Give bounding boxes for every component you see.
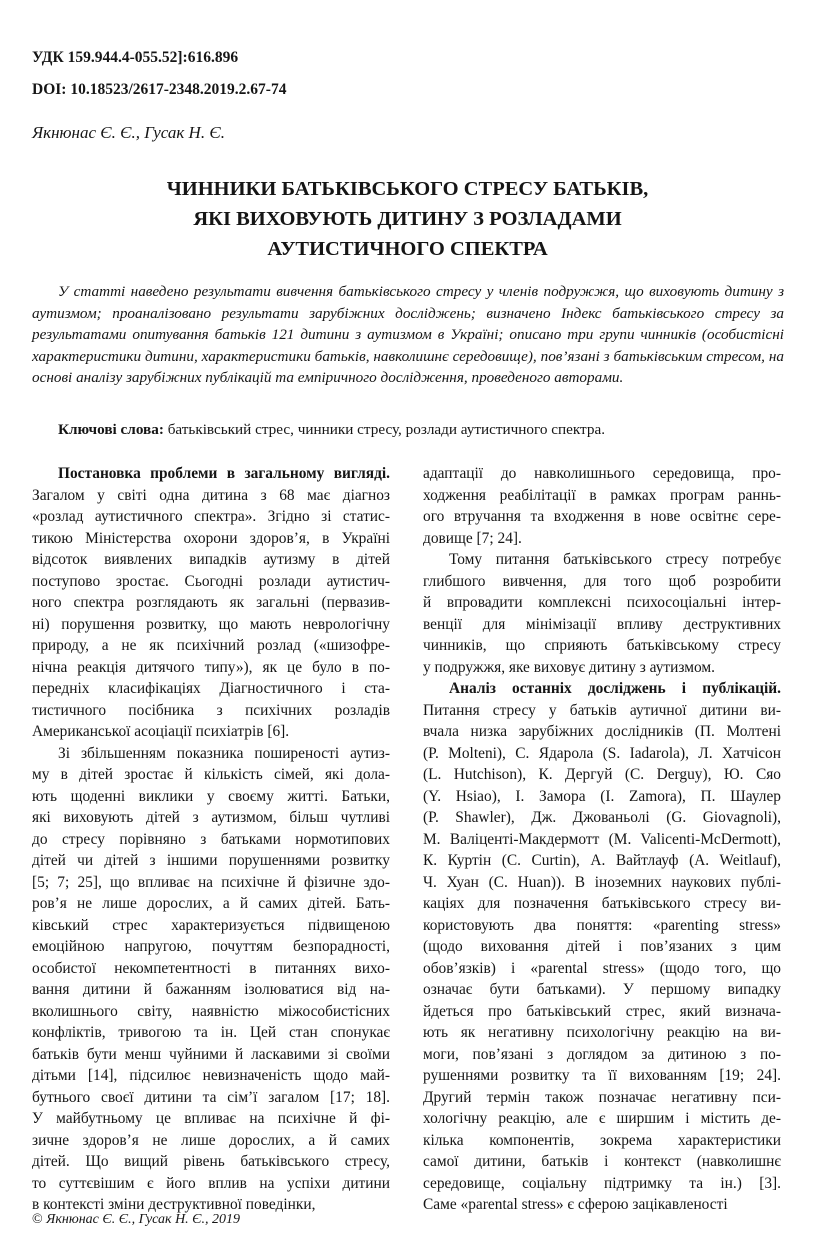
text-line: у подружжя, яке виховує дитину з аутизмом. [423, 658, 715, 676]
text-line: М. Валіценті-Макдермотт (M. Valicenti-McDermott), [423, 830, 781, 848]
text-line: природу, а не як психічний розлад («шизофре- [32, 637, 390, 654]
text-line: Зі збільшенням показника поширеності аутиз- [58, 744, 390, 762]
text-line: емоційною напругою, почуттям безпорадності, [32, 938, 390, 955]
text-line: вколишнього світу, наявністю міжособистісних [32, 1002, 390, 1020]
text-line: моги, пов’язані з доглядом за дитиною з по- [423, 1045, 781, 1063]
text-line: адаптації до навколишнього середовища, про- [423, 465, 781, 482]
text-line: обов’язків) і «parental stress» (щодо того, що [423, 959, 781, 977]
text-line: ківський стрес характеризується підвищеною [32, 916, 390, 934]
authors: Якнюнас Є. Є., Гусак Н. Є. [32, 123, 225, 142]
text-line: вчала низка зарубіжних дослідників (П. Молтені [423, 723, 781, 740]
text-line: Ч. Хуан (C. Huan)). В іноземних наукових публі- [423, 873, 781, 891]
title-line: ЧИННИКИ БАТЬКІВСЬКОГО СТРЕСУ БАТЬКІВ, [166, 178, 649, 200]
text-line: «розлад аутистичного спектра». Згідно зі статис- [32, 508, 390, 525]
footer-authors: Якнюнас Є. Є., Гусак Н. Є., 2019 [46, 1212, 241, 1227]
text-line: рушеннями розвитку та її вихованням [19; 24]. [423, 1067, 781, 1084]
text-line: середовище, соціальну підтримку та ін.) [3]. [423, 1174, 781, 1192]
text-line: дітьми [14], підсилює невизначеність щодо май- [32, 1067, 390, 1084]
text-line: конфліктів, тривогою та ін. Цей стан спонукає [32, 1024, 390, 1041]
text-line: Другий термін також позначає негативну пси- [423, 1088, 781, 1106]
section-heading-text: Аналіз останніх досліджень і публікацій. [449, 680, 781, 697]
article-title [40, 174, 775, 264]
text-line: ого втручання та входження в нове освітнє сере- [423, 508, 781, 525]
paragraph [32, 743, 390, 1216]
text-line: самої дитини, батьків і контекст (навколишнє [423, 1153, 781, 1170]
text-line: [5; 7; 25], що впливає на психічне й фізичне здо- [32, 873, 390, 891]
text-line: глибшого вивчення, для того щоб розробити [423, 572, 781, 590]
text-line: поступово зростає. Сьогодні розлади аутистич- [32, 572, 390, 590]
text-line: му в дітей зростає й кількість сімей, які дола- [32, 766, 390, 783]
keywords [58, 419, 605, 441]
text-line: то суттєвішим є його вплив на успіхи дитини [32, 1174, 390, 1192]
paragraph [423, 678, 781, 1216]
text-line: передніх класифікаціях Діагностичного і ста- [32, 680, 390, 697]
text-line: в контексті зміни деструктивної поведінки, [32, 1196, 316, 1213]
section-heading [423, 678, 781, 700]
text-line: які виховують дітей з аутизмом, більш чутливі [32, 809, 390, 826]
text-line: К. Куртін (C. Curtin), А. Вайтлауф (A. Weitlauf), [423, 852, 781, 869]
paragraph [423, 549, 781, 678]
text-line: ють як негативну психологічну реакцію на ви- [423, 1024, 781, 1041]
text-line: дітей чи дітей з іншими порушеннями розвитку [32, 852, 390, 869]
text-line: зичне здоров’я не лише дорослих, а й самих [32, 1131, 390, 1149]
text-line: (P. Shawler), Дж. Джованьолі (G. Giovagnoli), [423, 809, 781, 826]
text-line: довище [7; 24]. [423, 529, 522, 547]
text-line: кілька компонентів, зокрема характеристики [423, 1131, 781, 1149]
doi: DOI: 10.18523/2617-2348.2019.2.67-74 [32, 81, 287, 98]
text-line: ходження реабілітації в рамках програм раннь- [423, 486, 781, 504]
keywords-text: батьківський стрес, чинники стресу, розлади аутистичного спектра. [167, 421, 605, 438]
title-line: ЯКІ ВИХОВУЮТЬ ДИТИНУ З РОЗЛАДАМИ [193, 208, 622, 230]
text-line: ють щоденні виклики у своєму житті. Батьки, [32, 787, 390, 805]
text-line: ні) порушення розвитку, що мають неврологічну [32, 615, 390, 633]
text-line: Тому питання батьківського стресу потребує [449, 551, 781, 568]
keywords-label: Ключові слова: [58, 421, 164, 438]
abstract-text: У статті наведено результати вивчення батьківського стресу у членів подружжя, що виховують дитину з аутизмом; проаналізовано результати зарубіжних досліджень; визначено Індекс батьківського стресу за результатами опитування батьків 121 дитини з аутизмом в Україні; описано три групи чинників (особистісні характеристики дитини, характеристики батьків, навколишнє середовище), пов’язані з батьківським стресом, на основі аналізу зарубіжних публікацій та емпіричного дослідження, проведеного авторами. [32, 283, 784, 386]
text-line: дітей. Що вищий рівень батьківського стресу, [32, 1153, 390, 1170]
text-line: означає бути батьками). У першому випадку [423, 981, 781, 998]
text-line: У майбутньому це впливає на психічне й фі- [32, 1110, 390, 1127]
body-column-left [32, 463, 390, 1216]
footer-copyright [32, 1212, 240, 1228]
text-line: нічна реакція дитячого типу»), як це було в по- [32, 658, 390, 676]
text-line: до стресу порівняно з батьками нормотипових [32, 830, 390, 848]
text-line: користовують два поняття: «parenting stress» [423, 916, 781, 934]
text-line: каціях для позначення батьківського стресу ви- [423, 895, 781, 912]
udc-code: УДК 159.944.4-055.52]:616.896 [32, 49, 239, 66]
text-line: йдеться про батьківський стрес, який визнача- [423, 1002, 781, 1020]
text-line: Загалом у світі одна дитина з 68 має діагноз [32, 486, 390, 504]
text-line: тикою Міністерства охорони здоров’я, в Україні [32, 529, 390, 547]
text-line: (L. Hutchison), К. Дергуй (C. Derguy), Ю. Сяо [423, 766, 781, 783]
paragraph [32, 463, 390, 743]
text-line: бутнього своєї дитини та сім’ї загалом [17; 18]. [32, 1088, 390, 1106]
copyright-symbol: © [32, 1212, 43, 1227]
text-line: Саме «parental stress» є сферою зацікавленості [423, 1196, 728, 1213]
text-line: Питання стресу у батьків аутичної дитини ви- [423, 701, 781, 719]
text-line: (Y. Hsiao), І. Замора (I. Zamora), П. Шаулер [423, 787, 781, 805]
text-line: (щодо виховання дітей і пов’язаних з цим [423, 938, 781, 955]
body-column-right [423, 463, 781, 1216]
section-heading [32, 463, 390, 485]
text-line: відсоток виявлених випадків аутизму в дітей [32, 551, 390, 568]
text-line: венції для мінімізації впливу деструктивних [423, 615, 781, 633]
text-line: (P. Molteni), С. Ядарола (S. Iadarola), Л. Хатчісон [423, 744, 781, 762]
text-line: хологічну реакцію, але є ширшим і містить де- [423, 1110, 781, 1127]
text-line: ров’я не лише дорослих, а й самих дітей. Бать- [32, 895, 390, 912]
text-line: тистичного посібника з психічних розладів [32, 701, 390, 719]
abstract [32, 281, 784, 389]
text-line: вання дитини й бажанням ізолюватися від на- [32, 981, 390, 998]
text-line: Американської асоціації психіатрів [6]. [32, 723, 290, 740]
title-line: АУТИСТИЧНОГО СПЕКТРА [267, 238, 548, 260]
section-heading-text: Постановка проблеми в загальному вигляді. [58, 465, 390, 482]
text-line: особистої некомпетентності в питаннях вихо- [32, 959, 390, 977]
text-line: чинників, що сприяють батьківському стресу [423, 637, 781, 654]
paragraph [423, 463, 781, 549]
text-line: ного спектра розглядають як загальні (первазив- [32, 594, 390, 611]
text-line: й впровадити комплексні психосоціальні інтер- [423, 594, 781, 611]
text-line: батьків бути менш чуйними й ласкавими зі своїми [32, 1045, 390, 1063]
